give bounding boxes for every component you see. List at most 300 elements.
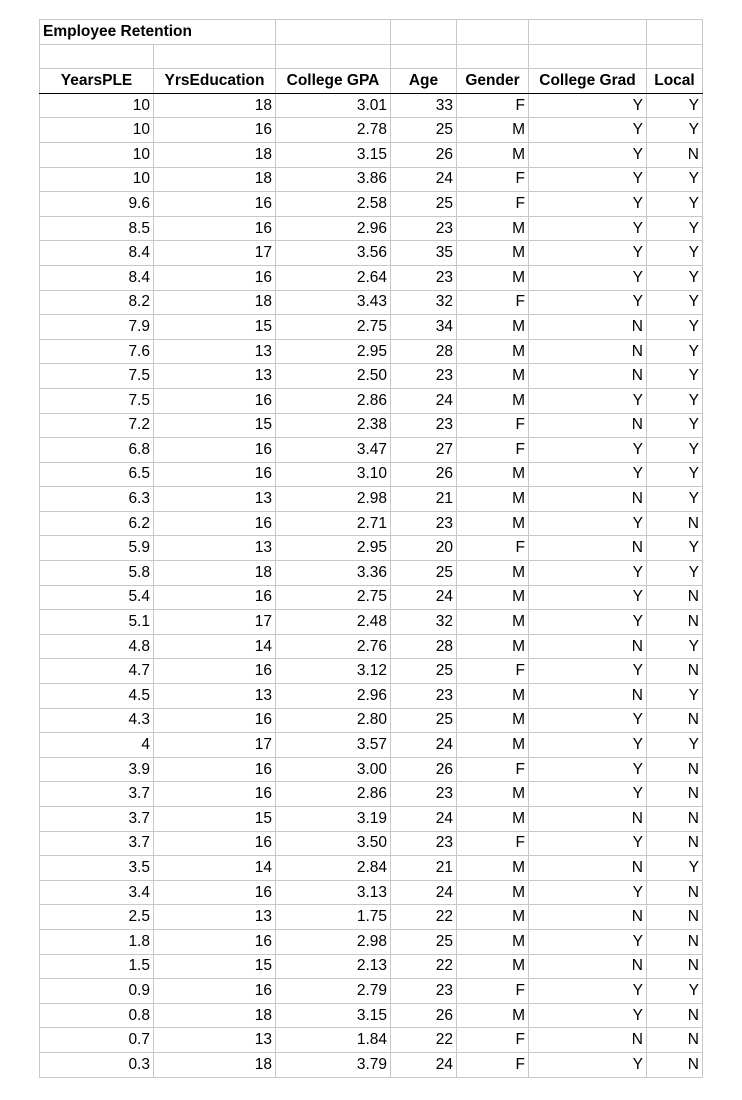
- cell-yearsple[interactable]: 7.5: [40, 388, 154, 413]
- cell-yrseducation[interactable]: 13: [154, 364, 276, 389]
- cell-age[interactable]: 25: [391, 561, 457, 586]
- cell-local[interactable]: N: [647, 1003, 703, 1028]
- cell-age[interactable]: 21: [391, 856, 457, 881]
- cell-yrseducation[interactable]: 13: [154, 905, 276, 930]
- cell-college-grad[interactable]: Y: [529, 733, 647, 758]
- cell-college-gpa[interactable]: 2.98: [276, 929, 391, 954]
- cell-college-grad[interactable]: Y: [529, 216, 647, 241]
- cell-local[interactable]: N: [647, 659, 703, 684]
- cell-college-gpa[interactable]: 2.80: [276, 708, 391, 733]
- cell-local[interactable]: Y: [647, 241, 703, 266]
- cell-college-grad[interactable]: Y: [529, 142, 647, 167]
- cell-age[interactable]: 22: [391, 1028, 457, 1053]
- cell-gender[interactable]: M: [457, 315, 529, 340]
- cell-yrseducation[interactable]: 17: [154, 241, 276, 266]
- cell-yearsple[interactable]: 6.5: [40, 462, 154, 487]
- cell-yrseducation[interactable]: 16: [154, 118, 276, 143]
- cell-yrseducation[interactable]: 16: [154, 462, 276, 487]
- cell-yrseducation[interactable]: 16: [154, 265, 276, 290]
- cell-college-gpa[interactable]: 2.48: [276, 610, 391, 635]
- cell-college-gpa[interactable]: 3.13: [276, 880, 391, 905]
- cell-college-gpa[interactable]: 2.95: [276, 536, 391, 561]
- cell-gender[interactable]: F: [457, 93, 529, 118]
- cell-college-grad[interactable]: Y: [529, 782, 647, 807]
- cell-gender[interactable]: F: [457, 438, 529, 463]
- cell-age[interactable]: 24: [391, 388, 457, 413]
- cell-yearsple[interactable]: 4.3: [40, 708, 154, 733]
- cell-college-grad[interactable]: Y: [529, 290, 647, 315]
- cell-local[interactable]: N: [647, 782, 703, 807]
- cell-college-grad[interactable]: Y: [529, 831, 647, 856]
- cell-age[interactable]: 20: [391, 536, 457, 561]
- cell-yrseducation[interactable]: 17: [154, 733, 276, 758]
- cell-yearsple[interactable]: 0.8: [40, 1003, 154, 1028]
- cell-local[interactable]: Y: [647, 462, 703, 487]
- cell-yrseducation[interactable]: 18: [154, 93, 276, 118]
- cell-age[interactable]: 33: [391, 93, 457, 118]
- cell-college-grad[interactable]: Y: [529, 659, 647, 684]
- cell-college-grad[interactable]: N: [529, 807, 647, 832]
- cell-gender[interactable]: M: [457, 929, 529, 954]
- cell-age[interactable]: 35: [391, 241, 457, 266]
- cell-gender[interactable]: M: [457, 684, 529, 709]
- cell-yrseducation[interactable]: 16: [154, 511, 276, 536]
- cell-college-gpa[interactable]: 2.86: [276, 782, 391, 807]
- cell-local[interactable]: Y: [647, 315, 703, 340]
- cell-local[interactable]: N: [647, 610, 703, 635]
- cell-yrseducation[interactable]: 13: [154, 684, 276, 709]
- cell-yrseducation[interactable]: 16: [154, 216, 276, 241]
- cell-yearsple[interactable]: 0.7: [40, 1028, 154, 1053]
- cell-college-gpa[interactable]: 3.36: [276, 561, 391, 586]
- cell-yearsple[interactable]: 10: [40, 142, 154, 167]
- cell-local[interactable]: Y: [647, 290, 703, 315]
- header-yrseducation[interactable]: YrsEducation: [154, 69, 276, 94]
- cell-college-grad[interactable]: N: [529, 905, 647, 930]
- cell-gender[interactable]: F: [457, 757, 529, 782]
- cell-gender[interactable]: F: [457, 290, 529, 315]
- cell-gender[interactable]: M: [457, 142, 529, 167]
- cell-yrseducation[interactable]: 15: [154, 315, 276, 340]
- cell-college-gpa[interactable]: 2.86: [276, 388, 391, 413]
- header-gender[interactable]: Gender: [457, 69, 529, 94]
- cell-yrseducation[interactable]: 13: [154, 487, 276, 512]
- cell-age[interactable]: 28: [391, 634, 457, 659]
- cell-yearsple[interactable]: 7.9: [40, 315, 154, 340]
- cell-yrseducation[interactable]: 16: [154, 708, 276, 733]
- cell-local[interactable]: Y: [647, 364, 703, 389]
- cell-college-grad[interactable]: Y: [529, 511, 647, 536]
- cell-gender[interactable]: M: [457, 610, 529, 635]
- cell-college-gpa[interactable]: 3.01: [276, 93, 391, 118]
- cell-yrseducation[interactable]: 16: [154, 782, 276, 807]
- cell-yearsple[interactable]: 4: [40, 733, 154, 758]
- cell-yearsple[interactable]: 5.1: [40, 610, 154, 635]
- cell-gender[interactable]: M: [457, 954, 529, 979]
- cell-local[interactable]: Y: [647, 634, 703, 659]
- cell-yearsple[interactable]: 6.8: [40, 438, 154, 463]
- cell-gender[interactable]: M: [457, 880, 529, 905]
- empty-cell[interactable]: [154, 44, 276, 69]
- header-college-grad[interactable]: College Grad: [529, 69, 647, 94]
- cell-local[interactable]: N: [647, 585, 703, 610]
- cell-college-grad[interactable]: Y: [529, 610, 647, 635]
- cell-yearsple[interactable]: 2.5: [40, 905, 154, 930]
- header-yearsple[interactable]: YearsPLE: [40, 69, 154, 94]
- cell-yearsple[interactable]: 3.5: [40, 856, 154, 881]
- cell-gender[interactable]: M: [457, 1003, 529, 1028]
- cell-local[interactable]: N: [647, 1028, 703, 1053]
- cell-gender[interactable]: M: [457, 511, 529, 536]
- cell-age[interactable]: 32: [391, 290, 457, 315]
- cell-gender[interactable]: M: [457, 388, 529, 413]
- cell-yearsple[interactable]: 3.7: [40, 782, 154, 807]
- cell-gender[interactable]: F: [457, 536, 529, 561]
- cell-yrseducation[interactable]: 18: [154, 142, 276, 167]
- cell-college-grad[interactable]: Y: [529, 979, 647, 1004]
- cell-college-grad[interactable]: Y: [529, 708, 647, 733]
- cell-college-grad[interactable]: N: [529, 536, 647, 561]
- cell-college-gpa[interactable]: 2.96: [276, 684, 391, 709]
- cell-college-grad[interactable]: Y: [529, 880, 647, 905]
- cell-gender[interactable]: F: [457, 1028, 529, 1053]
- cell-yearsple[interactable]: 7.2: [40, 413, 154, 438]
- cell-gender[interactable]: M: [457, 782, 529, 807]
- cell-college-grad[interactable]: N: [529, 487, 647, 512]
- cell-yearsple[interactable]: 3.7: [40, 831, 154, 856]
- cell-local[interactable]: N: [647, 880, 703, 905]
- cell-college-gpa[interactable]: 3.10: [276, 462, 391, 487]
- cell-college-grad[interactable]: N: [529, 684, 647, 709]
- cell-college-gpa[interactable]: 1.84: [276, 1028, 391, 1053]
- cell-college-gpa[interactable]: 3.50: [276, 831, 391, 856]
- cell-yrseducation[interactable]: 18: [154, 1052, 276, 1077]
- cell-gender[interactable]: M: [457, 634, 529, 659]
- empty-cell[interactable]: [276, 44, 391, 69]
- cell-yearsple[interactable]: 0.9: [40, 979, 154, 1004]
- cell-college-grad[interactable]: Y: [529, 462, 647, 487]
- cell-yrseducation[interactable]: 15: [154, 413, 276, 438]
- empty-cell[interactable]: [391, 20, 457, 45]
- cell-yearsple[interactable]: 6.2: [40, 511, 154, 536]
- cell-college-grad[interactable]: N: [529, 856, 647, 881]
- cell-college-gpa[interactable]: 2.96: [276, 216, 391, 241]
- cell-yearsple[interactable]: 8.4: [40, 241, 154, 266]
- cell-yearsple[interactable]: 10: [40, 118, 154, 143]
- cell-local[interactable]: N: [647, 905, 703, 930]
- cell-gender[interactable]: F: [457, 659, 529, 684]
- cell-local[interactable]: Y: [647, 339, 703, 364]
- cell-gender[interactable]: M: [457, 241, 529, 266]
- cell-college-grad[interactable]: N: [529, 1028, 647, 1053]
- cell-college-grad[interactable]: Y: [529, 1052, 647, 1077]
- header-college-gpa[interactable]: College GPA: [276, 69, 391, 94]
- cell-college-gpa[interactable]: 2.78: [276, 118, 391, 143]
- cell-gender[interactable]: M: [457, 561, 529, 586]
- empty-cell[interactable]: [647, 44, 703, 69]
- cell-age[interactable]: 25: [391, 929, 457, 954]
- cell-college-gpa[interactable]: 2.38: [276, 413, 391, 438]
- cell-gender[interactable]: M: [457, 364, 529, 389]
- cell-yearsple[interactable]: 5.9: [40, 536, 154, 561]
- header-local[interactable]: Local: [647, 69, 703, 94]
- cell-yearsple[interactable]: 4.5: [40, 684, 154, 709]
- cell-local[interactable]: Y: [647, 438, 703, 463]
- cell-yrseducation[interactable]: 18: [154, 1003, 276, 1028]
- cell-college-grad[interactable]: N: [529, 364, 647, 389]
- cell-age[interactable]: 26: [391, 142, 457, 167]
- cell-local[interactable]: Y: [647, 265, 703, 290]
- cell-yrseducation[interactable]: 15: [154, 954, 276, 979]
- cell-local[interactable]: N: [647, 831, 703, 856]
- cell-age[interactable]: 24: [391, 807, 457, 832]
- cell-yrseducation[interactable]: 13: [154, 536, 276, 561]
- cell-yearsple[interactable]: 8.4: [40, 265, 154, 290]
- cell-yrseducation[interactable]: 15: [154, 807, 276, 832]
- empty-cell[interactable]: [647, 20, 703, 45]
- empty-cell[interactable]: [529, 44, 647, 69]
- empty-cell[interactable]: [529, 20, 647, 45]
- cell-local[interactable]: N: [647, 1052, 703, 1077]
- cell-yrseducation[interactable]: 13: [154, 339, 276, 364]
- cell-college-grad[interactable]: Y: [529, 561, 647, 586]
- cell-age[interactable]: 26: [391, 462, 457, 487]
- cell-yrseducation[interactable]: 16: [154, 585, 276, 610]
- cell-local[interactable]: N: [647, 142, 703, 167]
- cell-gender[interactable]: F: [457, 1052, 529, 1077]
- cell-age[interactable]: 26: [391, 757, 457, 782]
- cell-yrseducation[interactable]: 16: [154, 192, 276, 217]
- cell-age[interactable]: 32: [391, 610, 457, 635]
- cell-age[interactable]: 24: [391, 733, 457, 758]
- cell-age[interactable]: 28: [391, 339, 457, 364]
- cell-college-gpa[interactable]: 3.86: [276, 167, 391, 192]
- cell-yearsple[interactable]: 4.7: [40, 659, 154, 684]
- cell-yearsple[interactable]: 3.7: [40, 807, 154, 832]
- cell-local[interactable]: N: [647, 807, 703, 832]
- cell-age[interactable]: 23: [391, 413, 457, 438]
- cell-college-grad[interactable]: Y: [529, 585, 647, 610]
- cell-local[interactable]: N: [647, 511, 703, 536]
- cell-local[interactable]: Y: [647, 216, 703, 241]
- cell-local[interactable]: Y: [647, 536, 703, 561]
- cell-college-gpa[interactable]: 2.13: [276, 954, 391, 979]
- cell-college-grad[interactable]: N: [529, 634, 647, 659]
- cell-college-grad[interactable]: N: [529, 315, 647, 340]
- cell-age[interactable]: 24: [391, 880, 457, 905]
- cell-yrseducation[interactable]: 16: [154, 929, 276, 954]
- cell-local[interactable]: Y: [647, 118, 703, 143]
- cell-age[interactable]: 21: [391, 487, 457, 512]
- cell-college-grad[interactable]: N: [529, 339, 647, 364]
- cell-age[interactable]: 27: [391, 438, 457, 463]
- cell-college-grad[interactable]: Y: [529, 192, 647, 217]
- cell-age[interactable]: 23: [391, 265, 457, 290]
- cell-yrseducation[interactable]: 16: [154, 880, 276, 905]
- cell-college-grad[interactable]: Y: [529, 241, 647, 266]
- cell-age[interactable]: 23: [391, 684, 457, 709]
- cell-gender[interactable]: F: [457, 979, 529, 1004]
- cell-yrseducation[interactable]: 16: [154, 757, 276, 782]
- cell-local[interactable]: N: [647, 757, 703, 782]
- cell-gender[interactable]: M: [457, 487, 529, 512]
- cell-gender[interactable]: F: [457, 413, 529, 438]
- header-age[interactable]: Age: [391, 69, 457, 94]
- cell-college-grad[interactable]: Y: [529, 118, 647, 143]
- cell-college-grad[interactable]: Y: [529, 93, 647, 118]
- cell-gender[interactable]: M: [457, 216, 529, 241]
- cell-yearsple[interactable]: 7.5: [40, 364, 154, 389]
- cell-college-gpa[interactable]: 2.84: [276, 856, 391, 881]
- cell-college-grad[interactable]: Y: [529, 265, 647, 290]
- cell-age[interactable]: 23: [391, 831, 457, 856]
- cell-college-grad[interactable]: Y: [529, 1003, 647, 1028]
- cell-local[interactable]: Y: [647, 192, 703, 217]
- cell-age[interactable]: 25: [391, 708, 457, 733]
- cell-yrseducation[interactable]: 14: [154, 856, 276, 881]
- cell-yrseducation[interactable]: 18: [154, 561, 276, 586]
- empty-cell[interactable]: [457, 44, 529, 69]
- cell-yearsple[interactable]: 4.8: [40, 634, 154, 659]
- cell-age[interactable]: 26: [391, 1003, 457, 1028]
- empty-cell[interactable]: [40, 44, 154, 69]
- cell-age[interactable]: 23: [391, 216, 457, 241]
- cell-gender[interactable]: F: [457, 167, 529, 192]
- cell-yearsple[interactable]: 1.5: [40, 954, 154, 979]
- cell-local[interactable]: N: [647, 954, 703, 979]
- cell-age[interactable]: 24: [391, 167, 457, 192]
- cell-age[interactable]: 24: [391, 1052, 457, 1077]
- cell-yearsple[interactable]: 9.6: [40, 192, 154, 217]
- cell-college-gpa[interactable]: 2.79: [276, 979, 391, 1004]
- cell-college-gpa[interactable]: 3.19: [276, 807, 391, 832]
- cell-gender[interactable]: M: [457, 708, 529, 733]
- empty-cell[interactable]: [457, 20, 529, 45]
- cell-yearsple[interactable]: 1.8: [40, 929, 154, 954]
- cell-college-gpa[interactable]: 3.79: [276, 1052, 391, 1077]
- empty-cell[interactable]: [391, 44, 457, 69]
- cell-college-gpa[interactable]: 3.57: [276, 733, 391, 758]
- cell-local[interactable]: Y: [647, 487, 703, 512]
- cell-college-gpa[interactable]: 2.98: [276, 487, 391, 512]
- cell-yearsple[interactable]: 8.5: [40, 216, 154, 241]
- cell-local[interactable]: Y: [647, 856, 703, 881]
- cell-college-grad[interactable]: N: [529, 954, 647, 979]
- cell-yearsple[interactable]: 5.4: [40, 585, 154, 610]
- cell-age[interactable]: 23: [391, 979, 457, 1004]
- cell-college-gpa[interactable]: 3.56: [276, 241, 391, 266]
- cell-gender[interactable]: M: [457, 905, 529, 930]
- cell-yearsple[interactable]: 3.9: [40, 757, 154, 782]
- cell-yrseducation[interactable]: 16: [154, 979, 276, 1004]
- cell-yrseducation[interactable]: 18: [154, 290, 276, 315]
- cell-college-grad[interactable]: Y: [529, 167, 647, 192]
- cell-age[interactable]: 25: [391, 192, 457, 217]
- cell-college-gpa[interactable]: 2.76: [276, 634, 391, 659]
- cell-yearsple[interactable]: 0.3: [40, 1052, 154, 1077]
- cell-college-gpa[interactable]: 1.75: [276, 905, 391, 930]
- cell-yrseducation[interactable]: 18: [154, 167, 276, 192]
- cell-age[interactable]: 23: [391, 364, 457, 389]
- cell-age[interactable]: 24: [391, 585, 457, 610]
- cell-gender[interactable]: M: [457, 856, 529, 881]
- cell-gender[interactable]: F: [457, 831, 529, 856]
- cell-gender[interactable]: M: [457, 118, 529, 143]
- cell-yrseducation[interactable]: 13: [154, 1028, 276, 1053]
- cell-age[interactable]: 34: [391, 315, 457, 340]
- cell-college-gpa[interactable]: 3.15: [276, 142, 391, 167]
- cell-age[interactable]: 25: [391, 659, 457, 684]
- cell-yearsple[interactable]: 10: [40, 93, 154, 118]
- cell-yrseducation[interactable]: 14: [154, 634, 276, 659]
- cell-local[interactable]: Y: [647, 684, 703, 709]
- cell-gender[interactable]: M: [457, 339, 529, 364]
- cell-college-grad[interactable]: N: [529, 413, 647, 438]
- cell-yearsple[interactable]: 10: [40, 167, 154, 192]
- sheet-title[interactable]: Employee Retention: [40, 20, 276, 45]
- cell-age[interactable]: 22: [391, 954, 457, 979]
- cell-college-gpa[interactable]: 3.43: [276, 290, 391, 315]
- cell-college-gpa[interactable]: 2.75: [276, 315, 391, 340]
- cell-yearsple[interactable]: 6.3: [40, 487, 154, 512]
- cell-college-gpa[interactable]: 2.95: [276, 339, 391, 364]
- cell-yrseducation[interactable]: 17: [154, 610, 276, 635]
- cell-college-gpa[interactable]: 2.64: [276, 265, 391, 290]
- cell-gender[interactable]: M: [457, 462, 529, 487]
- cell-local[interactable]: Y: [647, 979, 703, 1004]
- cell-age[interactable]: 22: [391, 905, 457, 930]
- cell-gender[interactable]: M: [457, 807, 529, 832]
- cell-yearsple[interactable]: 7.6: [40, 339, 154, 364]
- cell-gender[interactable]: M: [457, 265, 529, 290]
- empty-cell[interactable]: [276, 20, 391, 45]
- cell-age[interactable]: 23: [391, 511, 457, 536]
- cell-local[interactable]: Y: [647, 561, 703, 586]
- cell-college-gpa[interactable]: 3.00: [276, 757, 391, 782]
- cell-yrseducation[interactable]: 16: [154, 659, 276, 684]
- cell-college-gpa[interactable]: 3.12: [276, 659, 391, 684]
- cell-college-gpa[interactable]: 2.58: [276, 192, 391, 217]
- cell-yrseducation[interactable]: 16: [154, 388, 276, 413]
- cell-yearsple[interactable]: 5.8: [40, 561, 154, 586]
- cell-age[interactable]: 25: [391, 118, 457, 143]
- cell-college-gpa[interactable]: 3.47: [276, 438, 391, 463]
- cell-college-grad[interactable]: Y: [529, 438, 647, 463]
- cell-gender[interactable]: M: [457, 733, 529, 758]
- cell-yrseducation[interactable]: 16: [154, 438, 276, 463]
- cell-local[interactable]: N: [647, 929, 703, 954]
- cell-college-gpa[interactable]: 3.15: [276, 1003, 391, 1028]
- cell-yearsple[interactable]: 8.2: [40, 290, 154, 315]
- cell-local[interactable]: Y: [647, 167, 703, 192]
- cell-local[interactable]: Y: [647, 93, 703, 118]
- cell-college-gpa[interactable]: 2.75: [276, 585, 391, 610]
- cell-college-grad[interactable]: Y: [529, 757, 647, 782]
- cell-age[interactable]: 23: [391, 782, 457, 807]
- cell-local[interactable]: Y: [647, 388, 703, 413]
- cell-yearsple[interactable]: 3.4: [40, 880, 154, 905]
- cell-local[interactable]: Y: [647, 733, 703, 758]
- cell-college-grad[interactable]: Y: [529, 929, 647, 954]
- cell-yrseducation[interactable]: 16: [154, 831, 276, 856]
- cell-gender[interactable]: M: [457, 585, 529, 610]
- cell-college-gpa[interactable]: 2.71: [276, 511, 391, 536]
- cell-local[interactable]: N: [647, 708, 703, 733]
- cell-college-grad[interactable]: Y: [529, 388, 647, 413]
- cell-gender[interactable]: F: [457, 192, 529, 217]
- cell-college-gpa[interactable]: 2.50: [276, 364, 391, 389]
- cell-local[interactable]: Y: [647, 413, 703, 438]
